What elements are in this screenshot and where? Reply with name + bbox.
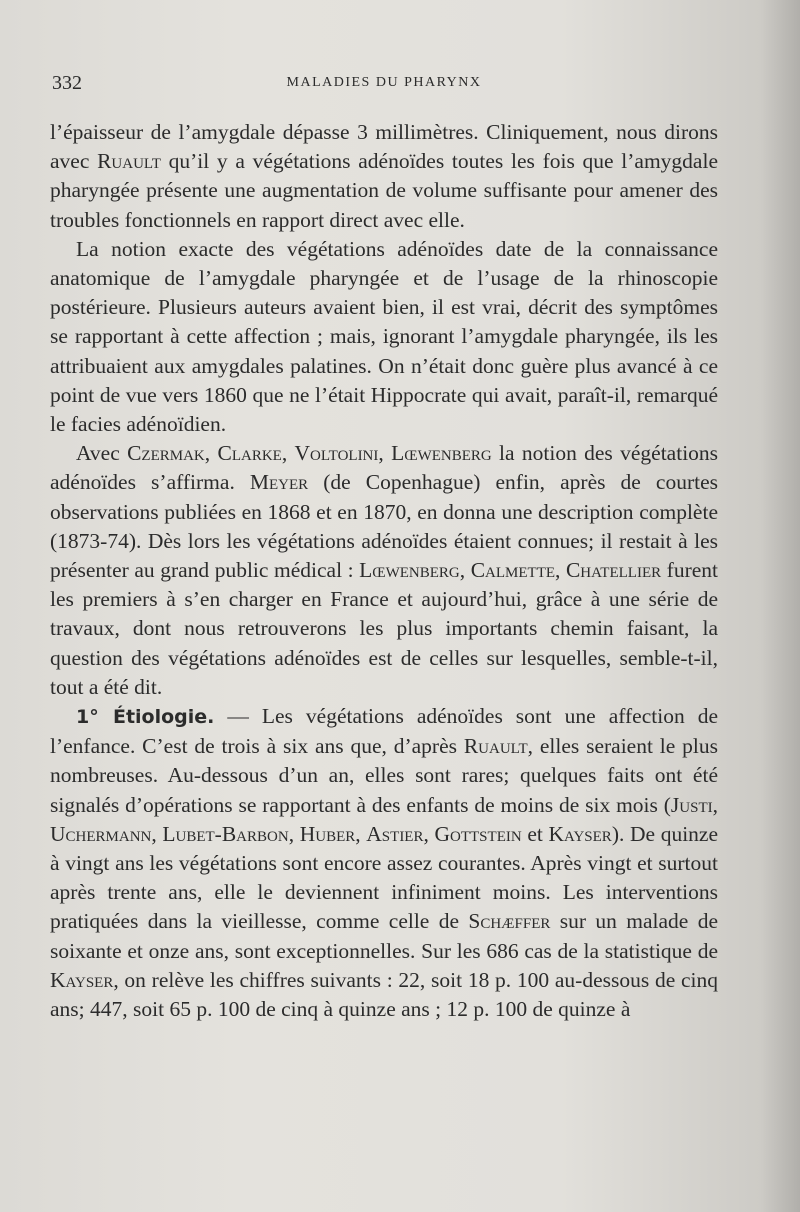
paragraph-2 [50,235,718,439]
page-edge-shadow [760,0,800,1212]
author-name: Kayser [50,967,114,992]
running-head [50,72,718,100]
author-name: Uchermann [50,821,152,846]
text-run: furent les premiers à s’en charger en France et aujourd’hui, grâce à une série de travaux, dont nous retrouverons les plus importants chemin faisant, la question des végétations adénoïdes est de celles sur lesquelles, semble-t-il, tout a été dit. [50,558,719,699]
author-name: Lœwenberg [359,558,460,583]
author-name: Chatellier [565,558,662,583]
body-text [50,118,718,1024]
text-run: (de Copenhague) enfin, après de courtes observations publiées en 1868 et en 1870, en donna une description complète (1873-74). Dès lors les végétations adénoïdes étaient connues; il restait à les présenter au grand public médical : [50,470,719,583]
paragraph-1 [50,118,718,235]
text-run: ). De quinze à vingt ans les végétations sont encore assez courantes. Après vingt et surtout après trente ans, elle le deviennent infiniment moins. Les interventions pratiquées dans la vieillesse, comme celle de [50,821,718,934]
author-name: Huber [299,821,356,846]
author-name: Kayser [548,821,612,846]
author-name: Gottstein [434,821,522,846]
author-name: Lubet-Barbon [162,821,289,846]
page-number: 332 [52,72,82,94]
text-run: sur un malade de soixante et onze ans, sont exceptionnelles. Sur les 686 cas de la statistique de [50,909,718,963]
author-name: Voltolini [294,441,379,466]
author-name: Ruault [97,149,161,174]
text-run: , [378,441,392,466]
text-run: , [712,792,718,817]
author-name: Ruault [463,734,528,759]
section-etiologie [50,702,718,1024]
text-run: , [459,558,471,583]
author-name: Calmette [470,558,556,583]
text-run: , [355,821,367,846]
author-name: Czermak [127,441,205,466]
paragraph-3 [50,439,718,702]
text-run: La notion exacte des végétations adénoïdes date de la connaissance anatomique de l’amygdale pharyngée et de l’usage de la rhinoscopie postérieure. Plusieurs auteurs avaient bien, il est vrai, décrit des symptômes se rapportant à cette affection ; mais, ignorant l’amygdale pharyngée, ils les attribuaient aux amygdales palatines. On n’était donc guère plus avancé à ce point de vue vers 1860 que ne l’était Hippocrate qui avait, paraît-il, remarqué le facies adénoïdien. [50,236,718,437]
text-run: et [521,821,549,846]
text-run: , on relève les chiffres suivants : 22, soit 18 p. 100 au-dessous de cinq ans; 447, soit 65 p. 100 de cinq à quinze ans ; 12 p. 100 de quinze à [50,967,718,1022]
author-name: Justi [670,792,713,817]
author-name: Astier [366,821,424,846]
book-page [50,72,718,1024]
running-title: MALADIES DU PHARYNX [286,75,482,90]
author-name: Lœwenberg [391,441,492,466]
text-run: , [288,821,300,846]
text-run: , [423,821,435,846]
text-run: qu’il y a végétations adénoïdes toutes les fois que l’amygdale pharyngée présente une augmentation de volume suffisante pour amener des troubles fonctionnels en rapport direct avec elle. [50,149,718,232]
text-run: — Les végétations adénoïdes sont une affection de l’enfance. C’est de trois à six ans que, d’après [50,704,718,759]
text-run: , [281,441,295,466]
text-run: , elles seraient le plus nombreuses. Au-dessous d’un an, elles sont rares; quelques faits ont été signalés d’opérations se rapportant à des enfants de moins de six mois ( [50,734,718,817]
section-title: 1° Étiologie. [76,706,215,729]
text-run: l’épaisseur de l’amygdale dépasse 3 millimètres. Cliniquement, nous dirons avec [50,120,718,174]
author-name: Meyer [249,470,309,495]
text-run: Avec [76,441,128,466]
author-name: Schæffer [468,909,551,934]
text-run: , [151,821,163,846]
text-run: , [204,441,218,466]
text-run: , [555,558,566,583]
author-name: Clarke [217,441,282,466]
text-run: la notion des végétations adénoïdes s’affirma. [50,441,719,495]
